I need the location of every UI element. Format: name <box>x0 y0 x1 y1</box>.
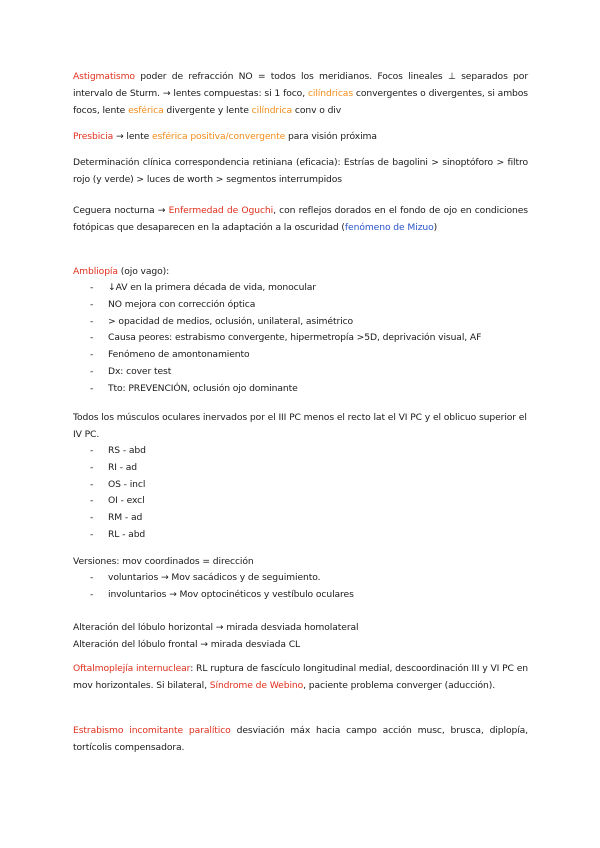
list-item: - RL - abd <box>73 527 528 544</box>
list-item: - RI - ad <box>73 460 528 477</box>
ambliopia-heading: Ambliopía (ojo vago): <box>73 266 170 277</box>
musculos-section <box>73 409 528 544</box>
musculos-list <box>73 443 528 544</box>
highlight-lens: esférica positiva/convergente <box>151 131 286 142</box>
versiones-section <box>73 553 528 604</box>
presbicia-paragraph: Presbicia → lente esférica positiva/convergente para visión próxima <box>73 131 377 142</box>
term-astigmatismo: Astigmatismo <box>73 71 135 82</box>
list-item: - involuntarios → Mov optocinéticos y vestíbulo oculares <box>73 587 528 604</box>
list-item: - RM - ad <box>73 510 528 527</box>
list-item: - RS - abd <box>73 443 528 460</box>
alteracion-line-1: Alteración del lóbulo horizontal → mirada desviada homolateral <box>73 622 359 633</box>
term-oftalmoplejia: Oftalmoplejía internuclear <box>73 663 191 674</box>
astigmatismo-paragraph: Astigmatismo poder de refracción NO = todos los meridianos. Focos lineales ⊥ separados por intervalo de Sturm. → lentes compuestas: si 1 foco, cilíndricas convergentes o divergentes, si ambos focos, lente esférica divergente y lente cilíndrica conv o div <box>73 71 528 116</box>
list-item: - ↓AV en la primera década de vida, monocular <box>73 280 528 297</box>
term-presbicia: Presbicia <box>73 131 114 142</box>
list-item: - Causa peores: estrabismo convergente, hipermetropía >5D, deprivación visual, AF <box>73 330 528 347</box>
ceguera-paragraph: Ceguera nocturna → Enfermedad de Oguchi, con reflejos dorados en el fondo de ojo en condiciones fotópicas que desaparecen en la adaptación a la oscuridad (fenómeno de Mizuo) <box>73 205 528 233</box>
term-estrabismo: Estrabismo incomitante paralítico <box>73 725 231 736</box>
term-mizuo: fenómeno de Mizuo <box>344 222 434 233</box>
term-webino: Síndrome de Webino <box>209 680 304 691</box>
oftalmoplejia-paragraph: Oftalmoplejía internuclear: RL ruptura de fascículo longitudinal medial, descoordinación III y VI PC en mov horizontales. Si bilateral, Síndrome de Webino, paciente problema converger (aducción). <box>73 663 528 691</box>
term-ambliopia: Ambliopía <box>73 266 118 277</box>
list-item: - voluntarios → Mov sacádicos y de seguimiento. <box>73 570 528 587</box>
musculos-heading: Todos los músculos oculares inervados por el III PC menos el recto lat el VI PC y el oblicuo superior el IV PC. <box>73 412 527 440</box>
alteracion-line-2: Alteración del lóbulo frontal → mirada desviada CL <box>73 639 301 650</box>
term-oguchi: Enfermedad de Oguchi <box>168 205 274 216</box>
ambliopia-list <box>73 280 528 398</box>
list-item: - NO mejora con corrección óptica <box>73 297 528 314</box>
determinacion-paragraph: Determinación clínica correspondencia retiniana (eficacia): Estrías de bagolini > sinoptóforo > filtro rojo (y verde) > luces de worth > segmentos interrumpidos <box>73 157 528 185</box>
list-item: - OS - incl <box>73 477 528 494</box>
highlight-esferica: esférica <box>128 105 164 116</box>
alteracion-section <box>73 619 528 653</box>
list-item: - Dx: cover test <box>73 364 528 381</box>
highlight-cilindrica: cilíndrica <box>251 105 293 116</box>
highlight-cilindricas: cilíndricas <box>307 88 353 99</box>
list-item: - > opacidad de medios, oclusión, unilateral, asimétrico <box>73 314 528 331</box>
list-item: - Tto: PREVENCIÓN, oclusión ojo dominante <box>73 381 528 398</box>
estrabismo-paragraph: Estrabismo incomitante paralítico desviación máx hacia campo acción musc, brusca, diplopía, tortícolis compensadora. <box>73 725 528 753</box>
list-item: - OI - excl <box>73 493 528 510</box>
ambliopia-section <box>73 263 528 398</box>
list-item: - Fenómeno de amontonamiento <box>73 347 528 364</box>
versiones-heading: Versiones: mov coordinados = dirección <box>73 556 254 567</box>
versiones-list <box>73 570 528 604</box>
